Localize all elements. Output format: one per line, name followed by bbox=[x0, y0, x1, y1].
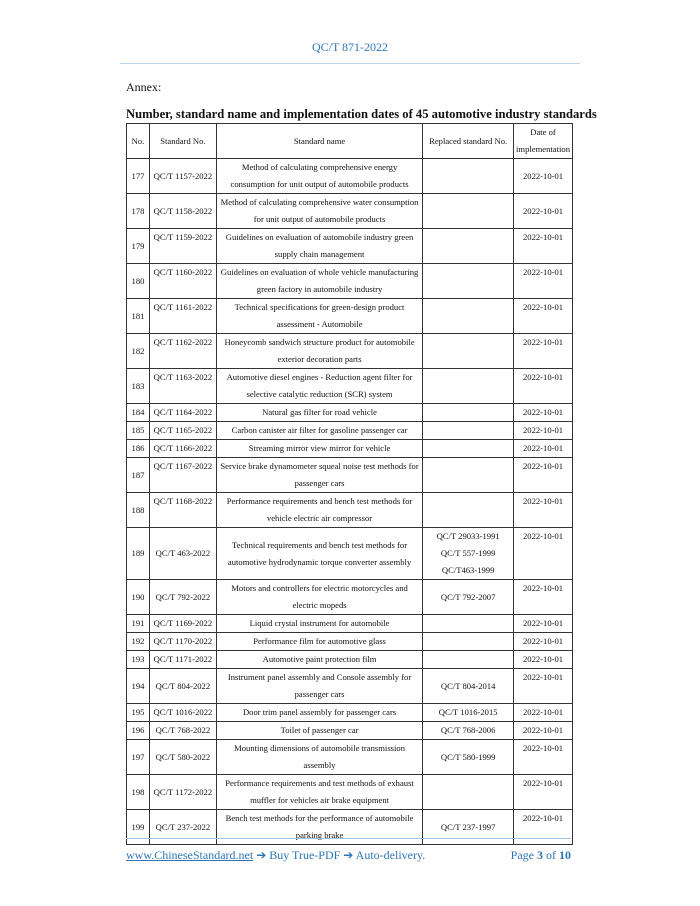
row-standard-name: Bench test methods for the performance of automobile parking brake bbox=[216, 810, 422, 845]
row-no: 179 bbox=[127, 229, 150, 264]
table-row bbox=[127, 651, 573, 669]
row-standard-name: Automotive paint protection film bbox=[216, 651, 422, 669]
row-standard-no: QC/T 1163-2022 bbox=[149, 369, 216, 404]
row-replaced bbox=[423, 440, 514, 458]
table-row bbox=[127, 580, 573, 615]
page-label: Page bbox=[510, 848, 534, 862]
table-row bbox=[127, 633, 573, 651]
row-date: 2022-10-01 bbox=[514, 722, 573, 740]
row-replaced bbox=[423, 159, 514, 194]
row-standard-no: QC/T 1160-2022 bbox=[149, 264, 216, 299]
row-replaced bbox=[423, 194, 514, 229]
table-row bbox=[127, 775, 573, 810]
row-date: 2022-10-01 bbox=[514, 651, 573, 669]
row-no: 194 bbox=[127, 669, 150, 704]
row-date: 2022-10-01 bbox=[514, 633, 573, 651]
row-standard-no: QC/T 237-2022 bbox=[149, 810, 216, 845]
row-standard-no: QC/T 1159-2022 bbox=[149, 229, 216, 264]
table-row bbox=[127, 194, 573, 229]
replaced-standard: QC/T 792-2007 bbox=[440, 591, 496, 602]
row-standard-name: Door trim panel assembly for passenger cars bbox=[216, 704, 422, 722]
row-replaced bbox=[423, 704, 514, 722]
row-date: 2022-10-01 bbox=[514, 194, 573, 229]
row-no: 199 bbox=[127, 810, 150, 845]
table-row bbox=[127, 299, 573, 334]
row-no: 180 bbox=[127, 264, 150, 299]
replaced-standard: QC/T 768-2006 bbox=[440, 725, 496, 735]
footer bbox=[126, 848, 571, 863]
website-link[interactable]: www.ChineseStandard.net bbox=[126, 848, 254, 862]
footer-divider bbox=[126, 838, 571, 839]
row-standard-name: Mounting dimensions of automobile transmission assembly bbox=[216, 740, 422, 775]
row-standard-no: QC/T 1166-2022 bbox=[149, 440, 216, 458]
row-standard-name: Method of calculating comprehensive water consumption for unit output of automobile products bbox=[216, 194, 422, 229]
row-standard-name: Service brake dynamometer squeal noise test methods for passenger cars bbox=[216, 458, 422, 493]
row-replaced bbox=[423, 458, 514, 493]
row-standard-no: QC/T 1169-2022 bbox=[149, 615, 216, 633]
row-replaced bbox=[423, 775, 514, 810]
row-replaced bbox=[423, 615, 514, 633]
replaced-standard: QC/T 580-1999 bbox=[440, 751, 496, 762]
row-no: 189 bbox=[127, 528, 150, 580]
row-date: 2022-10-01 bbox=[514, 440, 573, 458]
table-row bbox=[127, 493, 573, 528]
table-row bbox=[127, 458, 573, 493]
row-standard-name: Automotive diesel engines - Reduction agent filter for selective catalytic reduction (SCR) system bbox=[216, 369, 422, 404]
table-row bbox=[127, 369, 573, 404]
table-row bbox=[127, 334, 573, 369]
row-date: 2022-10-01 bbox=[514, 740, 573, 775]
row-replaced bbox=[423, 740, 514, 775]
row-standard-no: QC/T 1167-2022 bbox=[149, 458, 216, 493]
row-replaced bbox=[423, 299, 514, 334]
table-row bbox=[127, 810, 573, 845]
row-standard-name: Performance film for automotive glass bbox=[216, 633, 422, 651]
row-date: 2022-10-01 bbox=[514, 669, 573, 704]
row-no: 197 bbox=[127, 740, 150, 775]
row-standard-name: Streaming mirror view mirror for vehicle bbox=[216, 440, 422, 458]
col-date: Date of implementation bbox=[514, 124, 573, 159]
row-replaced bbox=[423, 580, 514, 615]
replaced-standard: QC/T463-1999 bbox=[441, 565, 495, 575]
row-standard-name: Performance requirements and test methods of exhaust muffler for vehicles air brake equipment bbox=[216, 775, 422, 810]
row-no: 181 bbox=[127, 299, 150, 334]
document-id-header: QC/T 871-2022 bbox=[311, 40, 389, 54]
row-replaced bbox=[423, 369, 514, 404]
row-standard-no: QC/T 1157-2022 bbox=[149, 159, 216, 194]
row-replaced bbox=[423, 633, 514, 651]
table-row bbox=[127, 264, 573, 299]
row-standard-name: Honeycomb sandwich structure product for automobile exterior decoration parts bbox=[216, 334, 422, 369]
table-row bbox=[127, 528, 573, 580]
table-row bbox=[127, 440, 573, 458]
row-replaced bbox=[423, 493, 514, 528]
row-standard-no: QC/T 1161-2022 bbox=[149, 299, 216, 334]
col-standard-no: Standard No. bbox=[149, 124, 216, 159]
replaced-standard: QC/T 237-1997 bbox=[440, 821, 496, 832]
row-date: 2022-10-01 bbox=[514, 704, 573, 722]
row-no: 188 bbox=[127, 493, 150, 528]
row-standard-no: QC/T 1158-2022 bbox=[149, 194, 216, 229]
row-replaced bbox=[423, 651, 514, 669]
row-standard-no: QC/T 1172-2022 bbox=[149, 775, 216, 810]
row-standard-name: Carbon canister air filter for gasoline passenger car bbox=[216, 422, 422, 440]
row-date: 2022-10-01 bbox=[514, 580, 573, 615]
row-standard-name: Technical requirements and bench test methods for automotive hydrodynamic torque converter assembly bbox=[216, 528, 422, 580]
row-date: 2022-10-01 bbox=[514, 615, 573, 633]
row-no: 191 bbox=[127, 615, 150, 633]
row-replaced bbox=[423, 528, 514, 580]
row-no: 190 bbox=[127, 580, 150, 615]
row-replaced bbox=[423, 669, 514, 704]
col-no: No. bbox=[127, 124, 150, 159]
row-standard-name: Motors and controllers for electric motorcycles and electric mopeds bbox=[216, 580, 422, 615]
row-date: 2022-10-01 bbox=[514, 458, 573, 493]
row-no: 177 bbox=[127, 159, 150, 194]
row-standard-no: QC/T 1164-2022 bbox=[149, 404, 216, 422]
row-replaced bbox=[423, 334, 514, 369]
row-no: 198 bbox=[127, 775, 150, 810]
row-replaced bbox=[423, 404, 514, 422]
col-replaced: Replaced standard No. bbox=[423, 124, 514, 159]
table-row bbox=[127, 740, 573, 775]
row-date: 2022-10-01 bbox=[514, 422, 573, 440]
replaced-standard: QC/T 1016-2015 bbox=[438, 707, 498, 717]
row-standard-no: QC/T 804-2022 bbox=[149, 669, 216, 704]
table-header-row bbox=[127, 124, 573, 159]
row-standard-no: QC/T 768-2022 bbox=[149, 722, 216, 740]
table-row bbox=[127, 229, 573, 264]
table-row bbox=[127, 404, 573, 422]
row-standard-name: Liquid crystal instrument for automobile bbox=[216, 615, 422, 633]
col-standard-name: Standard name bbox=[216, 124, 422, 159]
standards-table bbox=[126, 123, 573, 845]
table-title: Number, standard name and implementation dates of 45 automotive industry standards bbox=[126, 107, 597, 121]
table-row bbox=[127, 669, 573, 704]
row-date: 2022-10-01 bbox=[514, 810, 573, 845]
replaced-standard: QC/T 29033-1991 bbox=[436, 531, 500, 541]
row-standard-name: Performance requirements and bench test methods for vehicle electric air compressor bbox=[216, 493, 422, 528]
page-total: 10 bbox=[559, 848, 571, 862]
row-no: 185 bbox=[127, 422, 150, 440]
row-no: 186 bbox=[127, 440, 150, 458]
row-no: 195 bbox=[127, 704, 150, 722]
row-standard-name: Natural gas filter for road vehicle bbox=[216, 404, 422, 422]
row-standard-no: QC/T 1170-2022 bbox=[149, 633, 216, 651]
replaced-standard: QC/T 804-2014 bbox=[440, 680, 496, 691]
row-date: 2022-10-01 bbox=[514, 299, 573, 334]
row-no: 178 bbox=[127, 194, 150, 229]
row-standard-no: QC/T 1162-2022 bbox=[149, 334, 216, 369]
row-no: 192 bbox=[127, 633, 150, 651]
row-no: 196 bbox=[127, 722, 150, 740]
table-row bbox=[127, 615, 573, 633]
row-standard-no: QC/T 792-2022 bbox=[149, 580, 216, 615]
footer-text: ➔ Buy True-PDF ➔ Auto-delivery. bbox=[253, 848, 426, 862]
row-date: 2022-10-01 bbox=[514, 493, 573, 528]
row-standard-name: Guidelines on evaluation of whole vehicle manufacturing green factory in automobile industry bbox=[216, 264, 422, 299]
row-no: 183 bbox=[127, 369, 150, 404]
table-row bbox=[127, 159, 573, 194]
row-standard-no: QC/T 1165-2022 bbox=[149, 422, 216, 440]
row-standard-name: Technical specifications for green-design product assessment - Automobile bbox=[216, 299, 422, 334]
row-standard-name: Method of calculating comprehensive energy consumption for unit output of automobile products bbox=[216, 159, 422, 194]
row-standard-no: QC/T 1168-2022 bbox=[149, 493, 216, 528]
row-replaced bbox=[423, 229, 514, 264]
row-standard-no: QC/T 1171-2022 bbox=[149, 651, 216, 669]
annex-label: Annex: bbox=[126, 80, 162, 94]
row-standard-name: Toilet of passenger car bbox=[216, 722, 422, 740]
row-standard-name: Instrument panel assembly and Console assembly for passenger cars bbox=[216, 669, 422, 704]
row-standard-name: Guidelines on evaluation of automobile industry green supply chain management bbox=[216, 229, 422, 264]
replaced-standard: QC/T 557-1999 bbox=[440, 548, 496, 558]
row-standard-no: QC/T 463-2022 bbox=[149, 528, 216, 580]
row-date: 2022-10-01 bbox=[514, 159, 573, 194]
row-date: 2022-10-01 bbox=[514, 404, 573, 422]
row-replaced bbox=[423, 264, 514, 299]
row-date: 2022-10-01 bbox=[514, 775, 573, 810]
row-date: 2022-10-01 bbox=[514, 334, 573, 369]
table-row bbox=[127, 704, 573, 722]
row-no: 193 bbox=[127, 651, 150, 669]
page-indicator bbox=[511, 848, 571, 863]
row-no: 184 bbox=[127, 404, 150, 422]
row-standard-no: QC/T 580-2022 bbox=[149, 740, 216, 775]
row-replaced bbox=[423, 810, 514, 845]
table-row bbox=[127, 422, 573, 440]
row-date: 2022-10-01 bbox=[514, 264, 573, 299]
row-date: 2022-10-01 bbox=[514, 528, 573, 580]
row-date: 2022-10-01 bbox=[514, 369, 573, 404]
row-date: 2022-10-01 bbox=[514, 229, 573, 264]
row-no: 182 bbox=[127, 334, 150, 369]
row-replaced bbox=[423, 722, 514, 740]
row-standard-no: QC/T 1016-2022 bbox=[149, 704, 216, 722]
header-divider bbox=[120, 63, 580, 64]
page-number: 3 bbox=[537, 848, 543, 862]
row-replaced bbox=[423, 422, 514, 440]
of-label: of bbox=[546, 848, 556, 862]
table-row bbox=[127, 722, 573, 740]
row-no: 187 bbox=[127, 458, 150, 493]
